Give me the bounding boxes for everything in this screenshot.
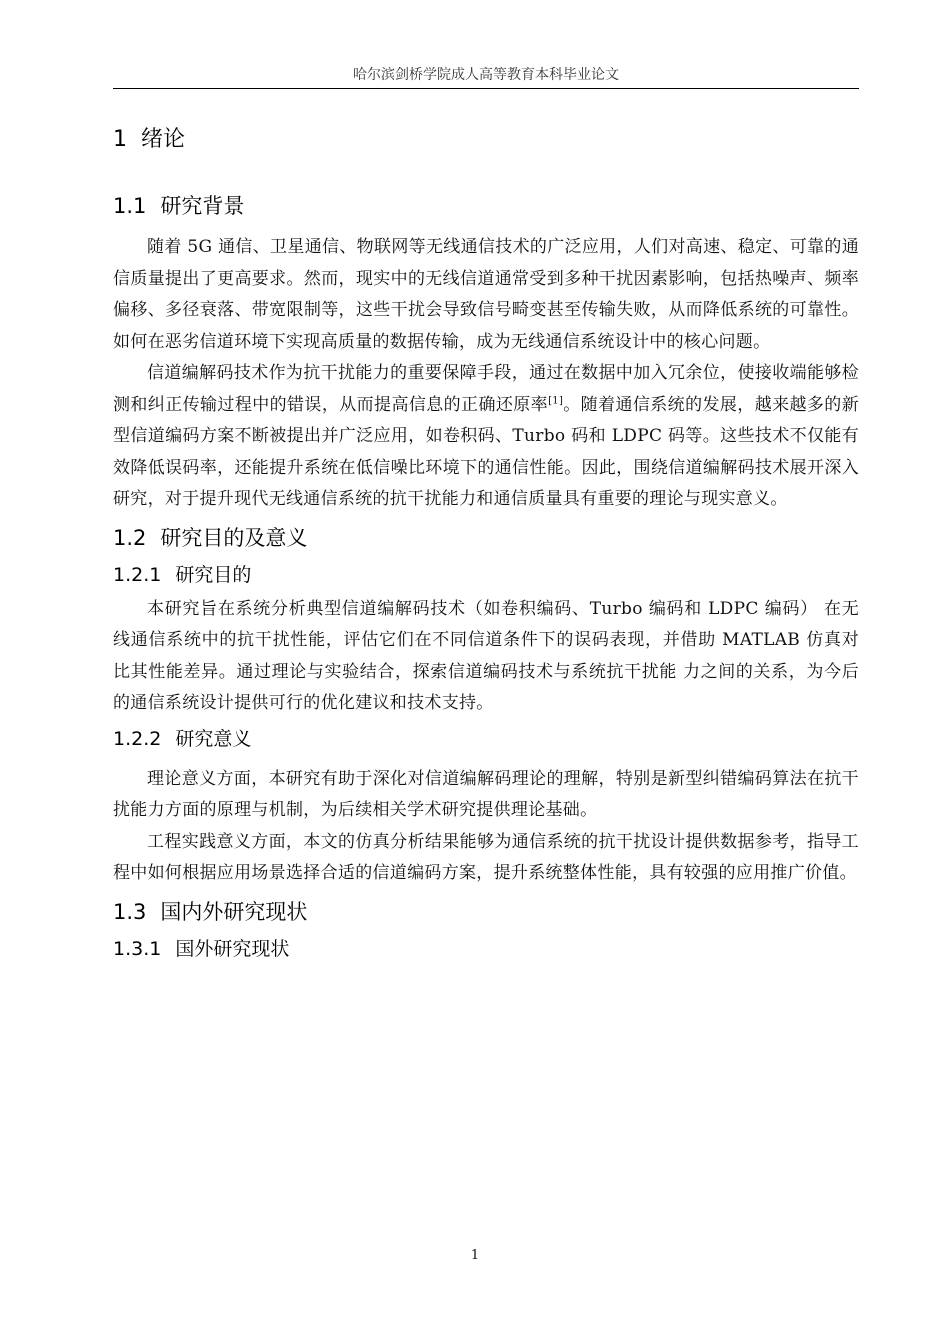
header-rule — [113, 88, 859, 89]
section-title: 研究目的及意义 — [160, 525, 308, 550]
paragraph-text: 。随着通信系统的发展，越来越多的新型信道编码方案不断被提出并广泛应用，如卷积码、Turbo 码和 LDPC 码等。这些技术不仅能有效降低误码率，还能提升系统在低信噪比环境下的通信性能。因此，围绕信道编解码技术展开深入研究，对于提升现代无线通信系统的抗干扰能力和通信质量具有重要的理论与现实意义。 — [113, 394, 860, 509]
subsection-number: 1.2.1 — [113, 563, 162, 586]
subsection-heading-1-2-2 — [113, 722, 859, 756]
subsection-heading-1-2-1 — [113, 558, 859, 592]
citation-reference: [1] — [548, 394, 564, 406]
subsection-number: 1.2.2 — [113, 727, 162, 750]
section-number: 1.2 — [113, 525, 147, 550]
section-number: 1.3 — [113, 899, 147, 924]
paragraph-significance-engineering: 工程实践意义方面，本文的仿真分析结果能够为通信系统的抗干扰设计提供数据参考，指导工程中如何根据应用场景选择合适的信道编码方案，提升系统整体性能，具有较强的应用推广价值。 — [113, 831, 859, 883]
page-number: 1 — [470, 1248, 480, 1263]
section-heading-1-1 — [113, 188, 859, 224]
subsection-title: 国外研究现状 — [175, 937, 290, 960]
section-number: 1.1 — [113, 194, 147, 218]
subsection-title: 研究意义 — [175, 727, 252, 750]
section-title: 国内外研究现状 — [160, 899, 308, 924]
section-heading-1-3 — [113, 894, 859, 930]
subsection-heading-1-3-1 — [113, 932, 859, 966]
chapter-number: 1 — [113, 127, 127, 152]
paragraph-purpose: 本研究旨在系统分析典型信道编解码技术（如卷积编码、Turbo 编码和 LDPC 编码） 在无线通信系统中的抗干扰性能，评估它们在不同信道条件下的误码表现，并借助 MATLAB 仿真对比其性能差异。通过理论与实验结合，探索信道编码技术与系统抗干扰能 力之间的关系，为今后的通信系统设计提供可行的优化建议和技术支持。 — [113, 598, 859, 713]
paragraph-background-2 — [113, 358, 859, 516]
chapter-heading — [113, 120, 859, 160]
subsection-title: 研究目的 — [175, 563, 252, 586]
paragraph-background-1: 随着 5G 通信、卫星通信、物联网等无线通信技术的广泛应用，人们对高速、稳定、可靠的通信质量提出了更高要求。然而，现实中的无线信道通常受到多种干扰因素影响，包括热噪声、频率偏移、多径衰落、带宽限制等，这些干扰会导致信号畸变甚至传输失败，从而降低系统的可靠性。如何在恶劣信道环境下实现高质量的数据传输，成为无线通信系统设计中的核心问题。 — [113, 237, 859, 352]
section-heading-1-2 — [113, 520, 859, 556]
chapter-title: 绪论 — [141, 127, 186, 152]
paragraph-text: 信道编解码技术作为抗干扰能力的重要保障手段，通过在数据中加入冗余位，使接收端能够检测和纠正传输过程中的错误，从而提高信息的正确还原率 — [113, 363, 859, 415]
paragraph-significance-theory: 理论意义方面，本研究有助于深化对信道编解码理论的理解，特别是新型纠错编码算法在抗干扰能力方面的原理与机制，为后续相关学术研究提供理论基础。 — [113, 768, 859, 820]
section-title: 研究背景 — [160, 194, 245, 218]
subsection-number: 1.3.1 — [113, 937, 162, 960]
running-header: 哈尔滨剑桥学院成人高等教育本科毕业论文 — [353, 67, 619, 83]
page-content — [113, 118, 859, 968]
